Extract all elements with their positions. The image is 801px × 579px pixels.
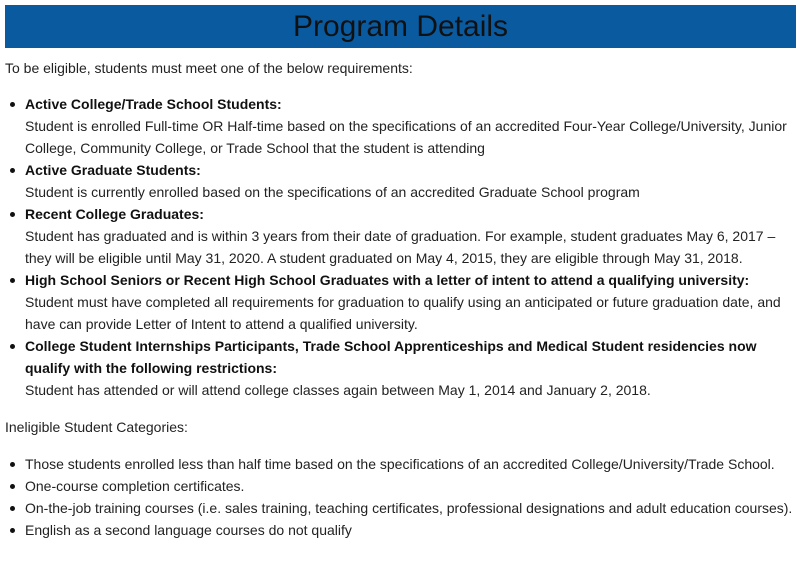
- eligibility-item-title: Active Graduate Students:: [25, 162, 201, 178]
- eligibility-item-high-school: [25, 269, 797, 335]
- title-banner: [5, 5, 796, 48]
- ineligible-item: Those students enrolled less than half time based on the specifications of an accredited College/University/Trade School.: [25, 453, 797, 475]
- eligibility-item-title: High School Seniors or Recent High School Graduates with a letter of intent to attend a qualifying university:: [25, 272, 750, 288]
- eligibility-list: [5, 93, 797, 401]
- eligibility-item-text: Student has attended or will attend college classes again between May 1, 2014 and January 2, 2018.: [25, 382, 651, 398]
- ineligible-item: On-the-job training courses (i.e. sales training, teaching certificates, professional designations and adult education courses).: [25, 497, 797, 519]
- eligibility-intro: To be eligible, students must meet one of the below requirements:: [5, 60, 413, 76]
- ineligible-intro: Ineligible Student Categories:: [5, 419, 188, 435]
- eligibility-item-text: Student is currently enrolled based on the specifications of an accredited Graduate School program: [25, 184, 640, 200]
- ineligible-item: English as a second language courses do not qualify: [25, 519, 797, 541]
- eligibility-item-active-graduate: [25, 159, 797, 203]
- eligibility-item-title: Recent College Graduates:: [25, 206, 204, 222]
- eligibility-item-active-college: [25, 93, 797, 159]
- ineligible-list: [5, 453, 797, 541]
- eligibility-item-title: College Student Internships Participants, Trade School Apprenticeships and Medical Student residencies now qualify with the following restrictions:: [25, 338, 757, 376]
- page-title: Program Details: [292, 10, 509, 43]
- program-details-content: [5, 57, 797, 541]
- eligibility-item-internships: [25, 335, 797, 401]
- eligibility-item-text: Student must have completed all requirements for graduation to qualify using an anticipated or future graduation date, and have can provide Letter of Intent to attend a qualified university.: [25, 294, 781, 332]
- ineligible-item: One-course completion certificates.: [25, 475, 797, 497]
- eligibility-item-recent-graduates: [25, 203, 797, 269]
- eligibility-item-text: Student has graduated and is within 3 years from their date of graduation. For example, student graduates May 6, 2017 – they will be eligible until May 31, 2020. A student graduated on May 4, 2015, they are eligible through May 31, 2018.: [25, 228, 776, 266]
- eligibility-item-text: Student is enrolled Full-time OR Half-time based on the specifications of an accredited Four-Year College/University, Junior College, Community College, or Trade School that the student is attending: [25, 118, 787, 156]
- eligibility-item-title: Active College/Trade School Students:: [25, 96, 282, 112]
